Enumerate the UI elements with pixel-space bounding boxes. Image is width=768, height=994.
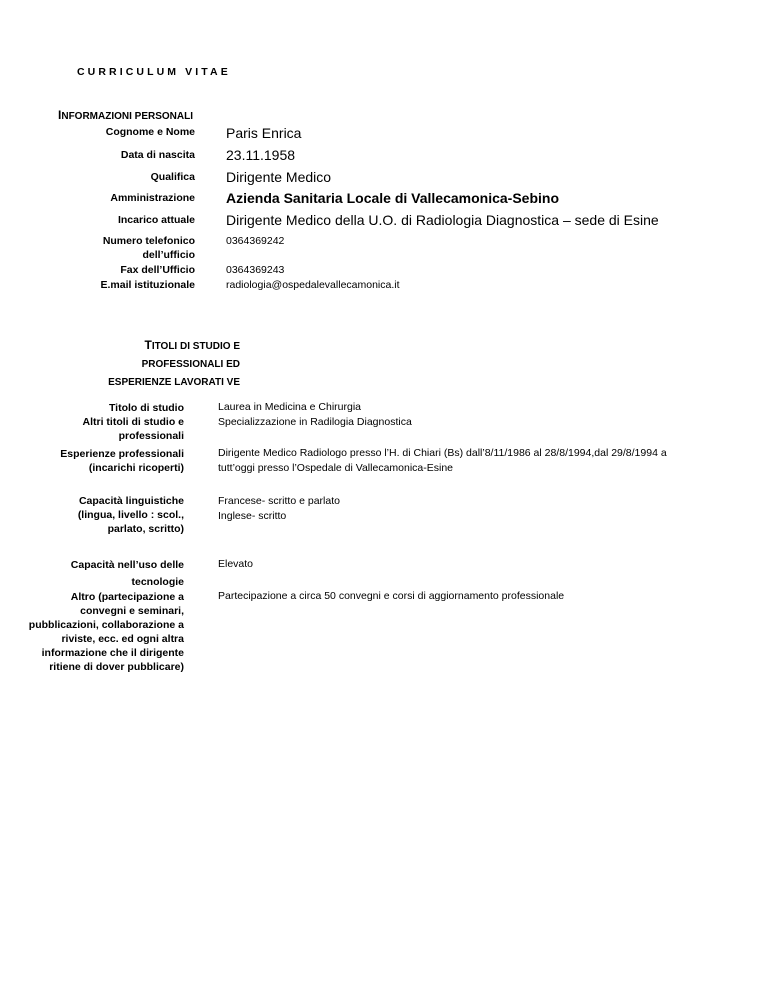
value-languages xyxy=(218,494,698,524)
value-degree: Laurea in Medicina e Chirurgia xyxy=(218,401,361,413)
titles-heading xyxy=(108,336,240,392)
value-qualification: Dirigente Medico xyxy=(226,169,332,185)
value-tech-skills: Elevato xyxy=(218,558,254,570)
label-administration: Amministrazione xyxy=(110,192,195,204)
label-current-role: Incarico attuale xyxy=(117,214,195,226)
label-office-phone-line1: Numero telefonico xyxy=(102,235,195,247)
label-tech-skills: Capacità nell’uso delle tecnologie xyxy=(70,559,184,588)
label-office-phone xyxy=(103,234,195,262)
value-current-role: Dirigente Medico della U.O. di Radiologia Diagnostica – sede di Esine xyxy=(226,212,659,228)
label-birthdate: Data di nascita xyxy=(120,149,195,161)
personal-info-heading xyxy=(58,108,193,122)
value-languages-line2: Inglese- scritto xyxy=(218,510,287,522)
value-administration: Azienda Sanitaria Locale di Vallecamonica-Sebino xyxy=(226,190,559,206)
value-fax: 0364369243 xyxy=(226,264,285,276)
document-title: CURRICULUM VITAE xyxy=(77,66,231,78)
label-experience: Esperienze professionali (incarichi ricoperti) xyxy=(60,448,184,474)
label-name: Cognome e Nome xyxy=(105,126,195,138)
value-languages-line1: Francese- scritto e parlato xyxy=(218,495,340,507)
label-qualification: Qualifica xyxy=(150,171,195,183)
label-languages: Capacità linguistiche (lingua, livello : scol., parlato, scritto) xyxy=(77,495,184,535)
titles-heading-line1-rest: ITOLI DI STUDIO E xyxy=(151,341,240,352)
label-other-titles: Altri titoli di studio e professionali xyxy=(82,416,184,442)
value-email[interactable]: radiologia@ospedalevallecamonica.it xyxy=(226,279,400,291)
heading-initial: I xyxy=(58,108,62,122)
titles-heading-line2: PROFESSIONALI ED xyxy=(141,359,240,370)
value-name: Paris Enrica xyxy=(226,125,302,141)
label-degree: Titolo di studio xyxy=(108,402,184,414)
value-experience: Dirigente Medico Radiologo presso l’H. di Chiari (Bs) dall’8/11/1986 al 28/8/1994,dal 29/8/1994 a tutt’oggi presso l’Ospedale di Vallecamonica-Esine xyxy=(218,447,667,474)
value-other-titles: Specializzazione in Radilogia Diagnostica xyxy=(218,416,412,428)
titles-heading-initial: T xyxy=(144,338,152,352)
label-fax: Fax dell’Ufficio xyxy=(120,264,195,276)
titles-heading-line1 xyxy=(108,336,240,356)
label-office-phone-line2: dell’ufficio xyxy=(142,249,195,261)
value-office-phone: 0364369242 xyxy=(226,235,285,247)
label-email: E.mail istituzionale xyxy=(100,279,195,291)
heading-rest: NFORMAZIONI PERSONALI xyxy=(61,111,194,122)
value-birthdate: 23.11.1958 xyxy=(226,147,296,163)
label-other: Altro (partecipazione a convegni e seminari, pubblicazioni, collaborazione a riviste, ecc. ed ogni altra informazione che il dirigente ritiene di dover pubblicare) xyxy=(28,591,184,673)
value-other: Partecipazione a circa 50 convegni e corsi di aggiornamento professionale xyxy=(218,590,565,602)
titles-heading-line3: ESPERIENZE LAVORATI VE xyxy=(108,377,240,388)
